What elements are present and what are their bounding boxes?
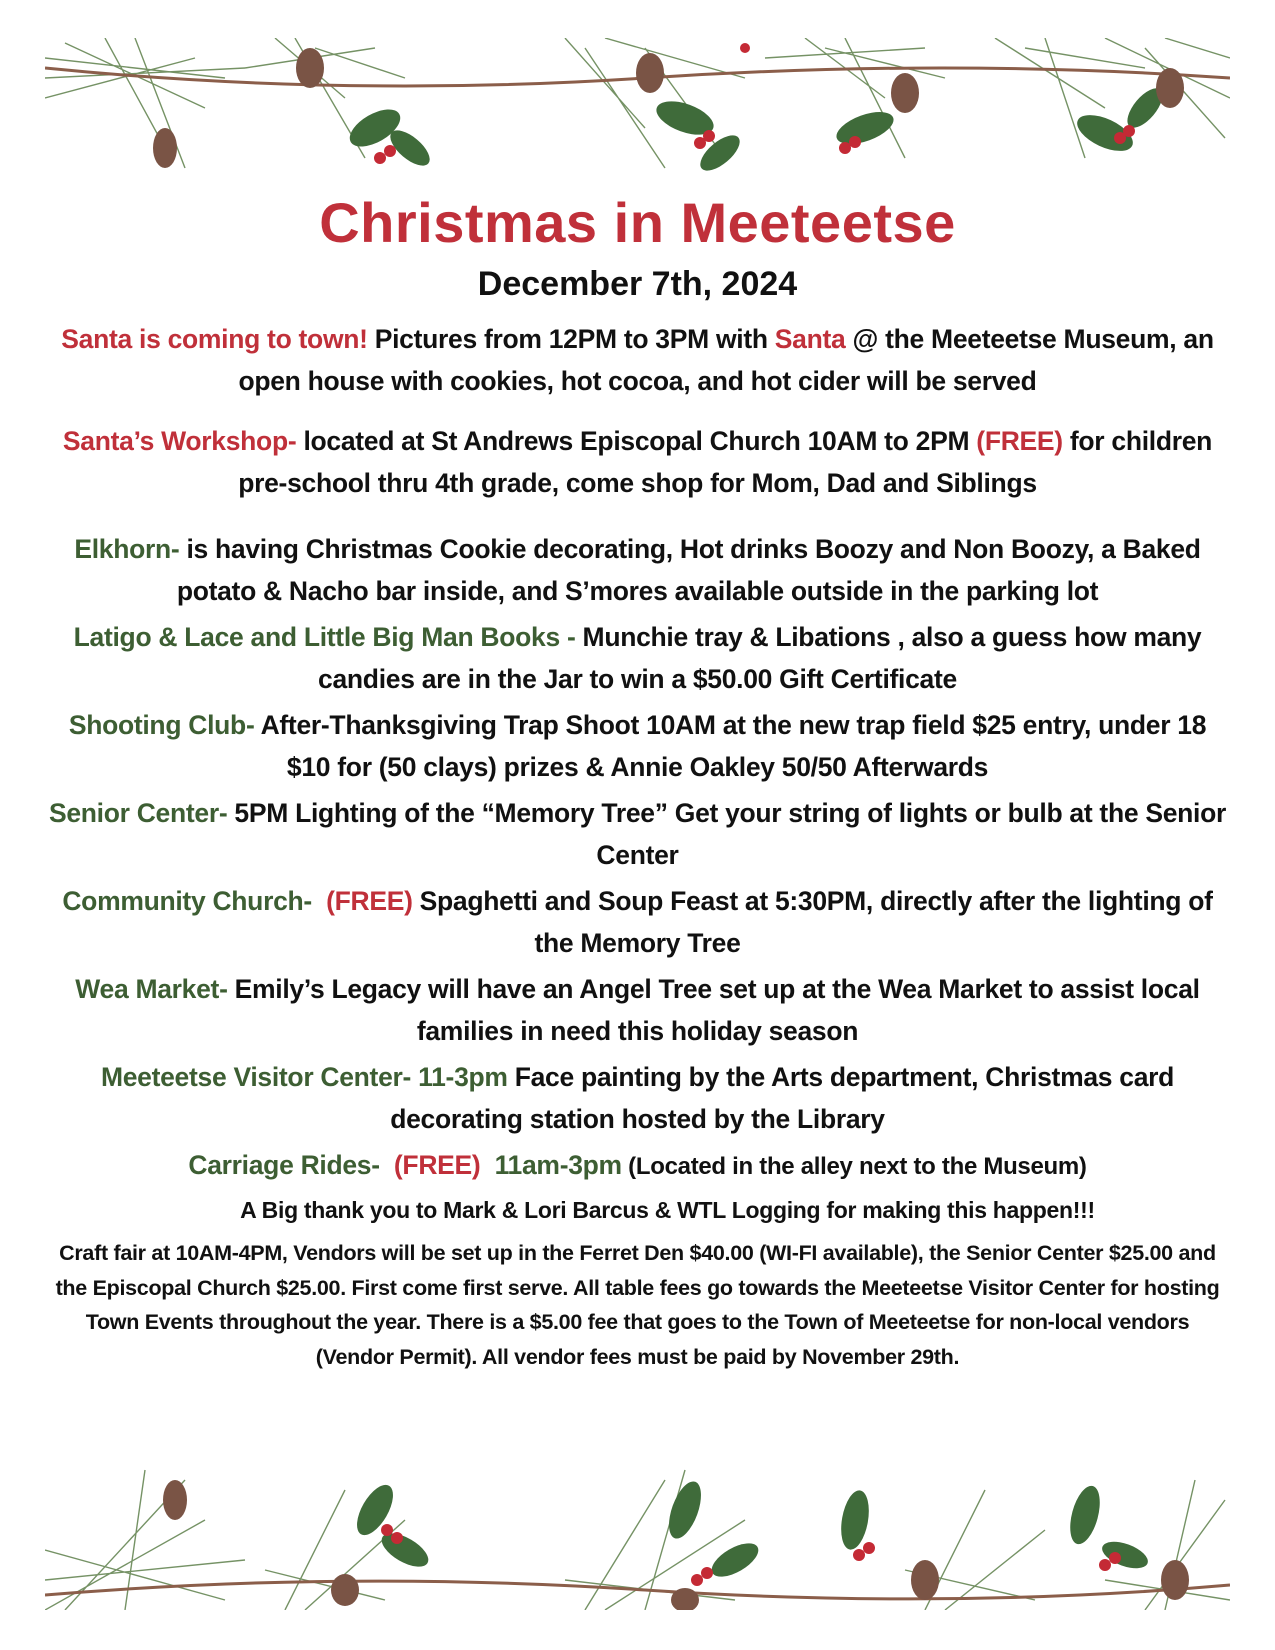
shooting-lead: Shooting Club-	[68, 710, 255, 740]
santa-event	[45, 318, 1230, 402]
shooting-text: After-Thanksgiving Trap Shoot 10AM at the new trap field $25 entry, under 18 $10 for (50 clays) prizes & Annie Oakley 50/50 Afterwards	[254, 710, 1207, 782]
visitor-text: Face painting by the Arts department, Christmas card decorating station hosted by the Library	[390, 1062, 1175, 1134]
page-title: Christmas in Meeteetse	[319, 191, 956, 254]
senior-text: 5PM Lighting of the “Memory Tree” Get your string of lights or bulb at the Senior Center	[227, 798, 1227, 870]
bottom-garland-illustration	[45, 1460, 1230, 1610]
workshop-text-1: located at St Andrews Episcopal Church 10AM to 2PM	[296, 426, 977, 456]
wea-lead: Wea Market-	[75, 974, 228, 1004]
carriage-lead: Carriage Rides-	[188, 1150, 380, 1180]
church-lead: Community Church-	[62, 886, 312, 916]
latigo-lead: Latigo & Lace and Little Big Man Books -	[73, 622, 576, 652]
flyer-content	[45, 190, 1230, 1374]
elkhorn-text: is having Christmas Cookie decorating, Hot drinks Boozy and Non Boozy, a Baked potato & Nacho bar inside, and S’mores available outside in the parking lot	[176, 534, 1201, 606]
senior-lead: Senior Center-	[48, 798, 228, 828]
church-free: (FREE)	[326, 886, 413, 916]
visitor-event	[45, 1056, 1230, 1140]
workshop-free: (FREE)	[976, 426, 1063, 456]
church-text: Spaghetti and Soup Feast at 5:30PM, directly after the lighting of the Memory Tree	[412, 886, 1213, 958]
event-date: December 7th, 2024	[477, 265, 798, 303]
shooting-event	[45, 704, 1230, 788]
craft-fair-info: Craft fair at 10AM-4PM, Vendors will be set up in the Ferret Den $40.00 (WI-FI available), the Senior Center $25.00 and the Episcopal Church $25.00. First come first serve. All table fees go towards the Meeteetse Visitor Center for hosting Town Events throughout the year. There is a $5.00 fee that goes to the Town of Meeteetse for non-local vendors (Vendor Permit). All vendor fees must be paid by November 29th.	[55, 1241, 1220, 1369]
santa-name: Santa	[774, 324, 846, 354]
carriage-time: 11am-3pm	[494, 1150, 622, 1180]
workshop-event	[45, 420, 1230, 504]
santa-text-2: @ the Meeteetse Museum, an open house with cookies, hot cocoa, and hot cider will be served	[238, 324, 1214, 396]
workshop-lead: Santa’s Workshop-	[62, 426, 297, 456]
top-garland-illustration	[45, 38, 1230, 188]
carriage-free: (FREE)	[393, 1150, 481, 1180]
elkhorn-event	[45, 528, 1230, 612]
church-event	[45, 880, 1230, 964]
workshop-text-2: for children pre-school thru 4th grade, come shop for Mom, Dad and Siblings	[238, 426, 1213, 498]
pine-holly-garland-icon	[45, 38, 1230, 188]
elkhorn-lead: Elkhorn-	[74, 534, 180, 564]
latigo-event	[45, 616, 1230, 700]
carriage-event	[45, 1144, 1230, 1188]
santa-text-1: Pictures from 12PM to 3PM with	[367, 324, 775, 354]
santa-lead: Santa is coming to town!	[61, 324, 368, 354]
latigo-text: Munchie tray & Libations , also a guess how many candies are in the Jar to win a $50.00 Gift Certificate	[318, 622, 1202, 694]
pine-holly-garland-icon	[45, 1460, 1230, 1610]
wea-text: Emily’s Legacy will have an Angel Tree set up at the Wea Market to assist local families in need this holiday season	[227, 974, 1200, 1046]
senior-event	[45, 792, 1230, 876]
wea-event	[45, 968, 1230, 1052]
carriage-thanks: A Big thank you to Mark & Lori Barcus & WTL Logging for making this happen!!!	[240, 1197, 1095, 1223]
visitor-lead: Meeteetse Visitor Center- 11-3pm	[100, 1062, 508, 1092]
carriage-text: (Located in the alley next to the Museum)	[621, 1153, 1087, 1180]
